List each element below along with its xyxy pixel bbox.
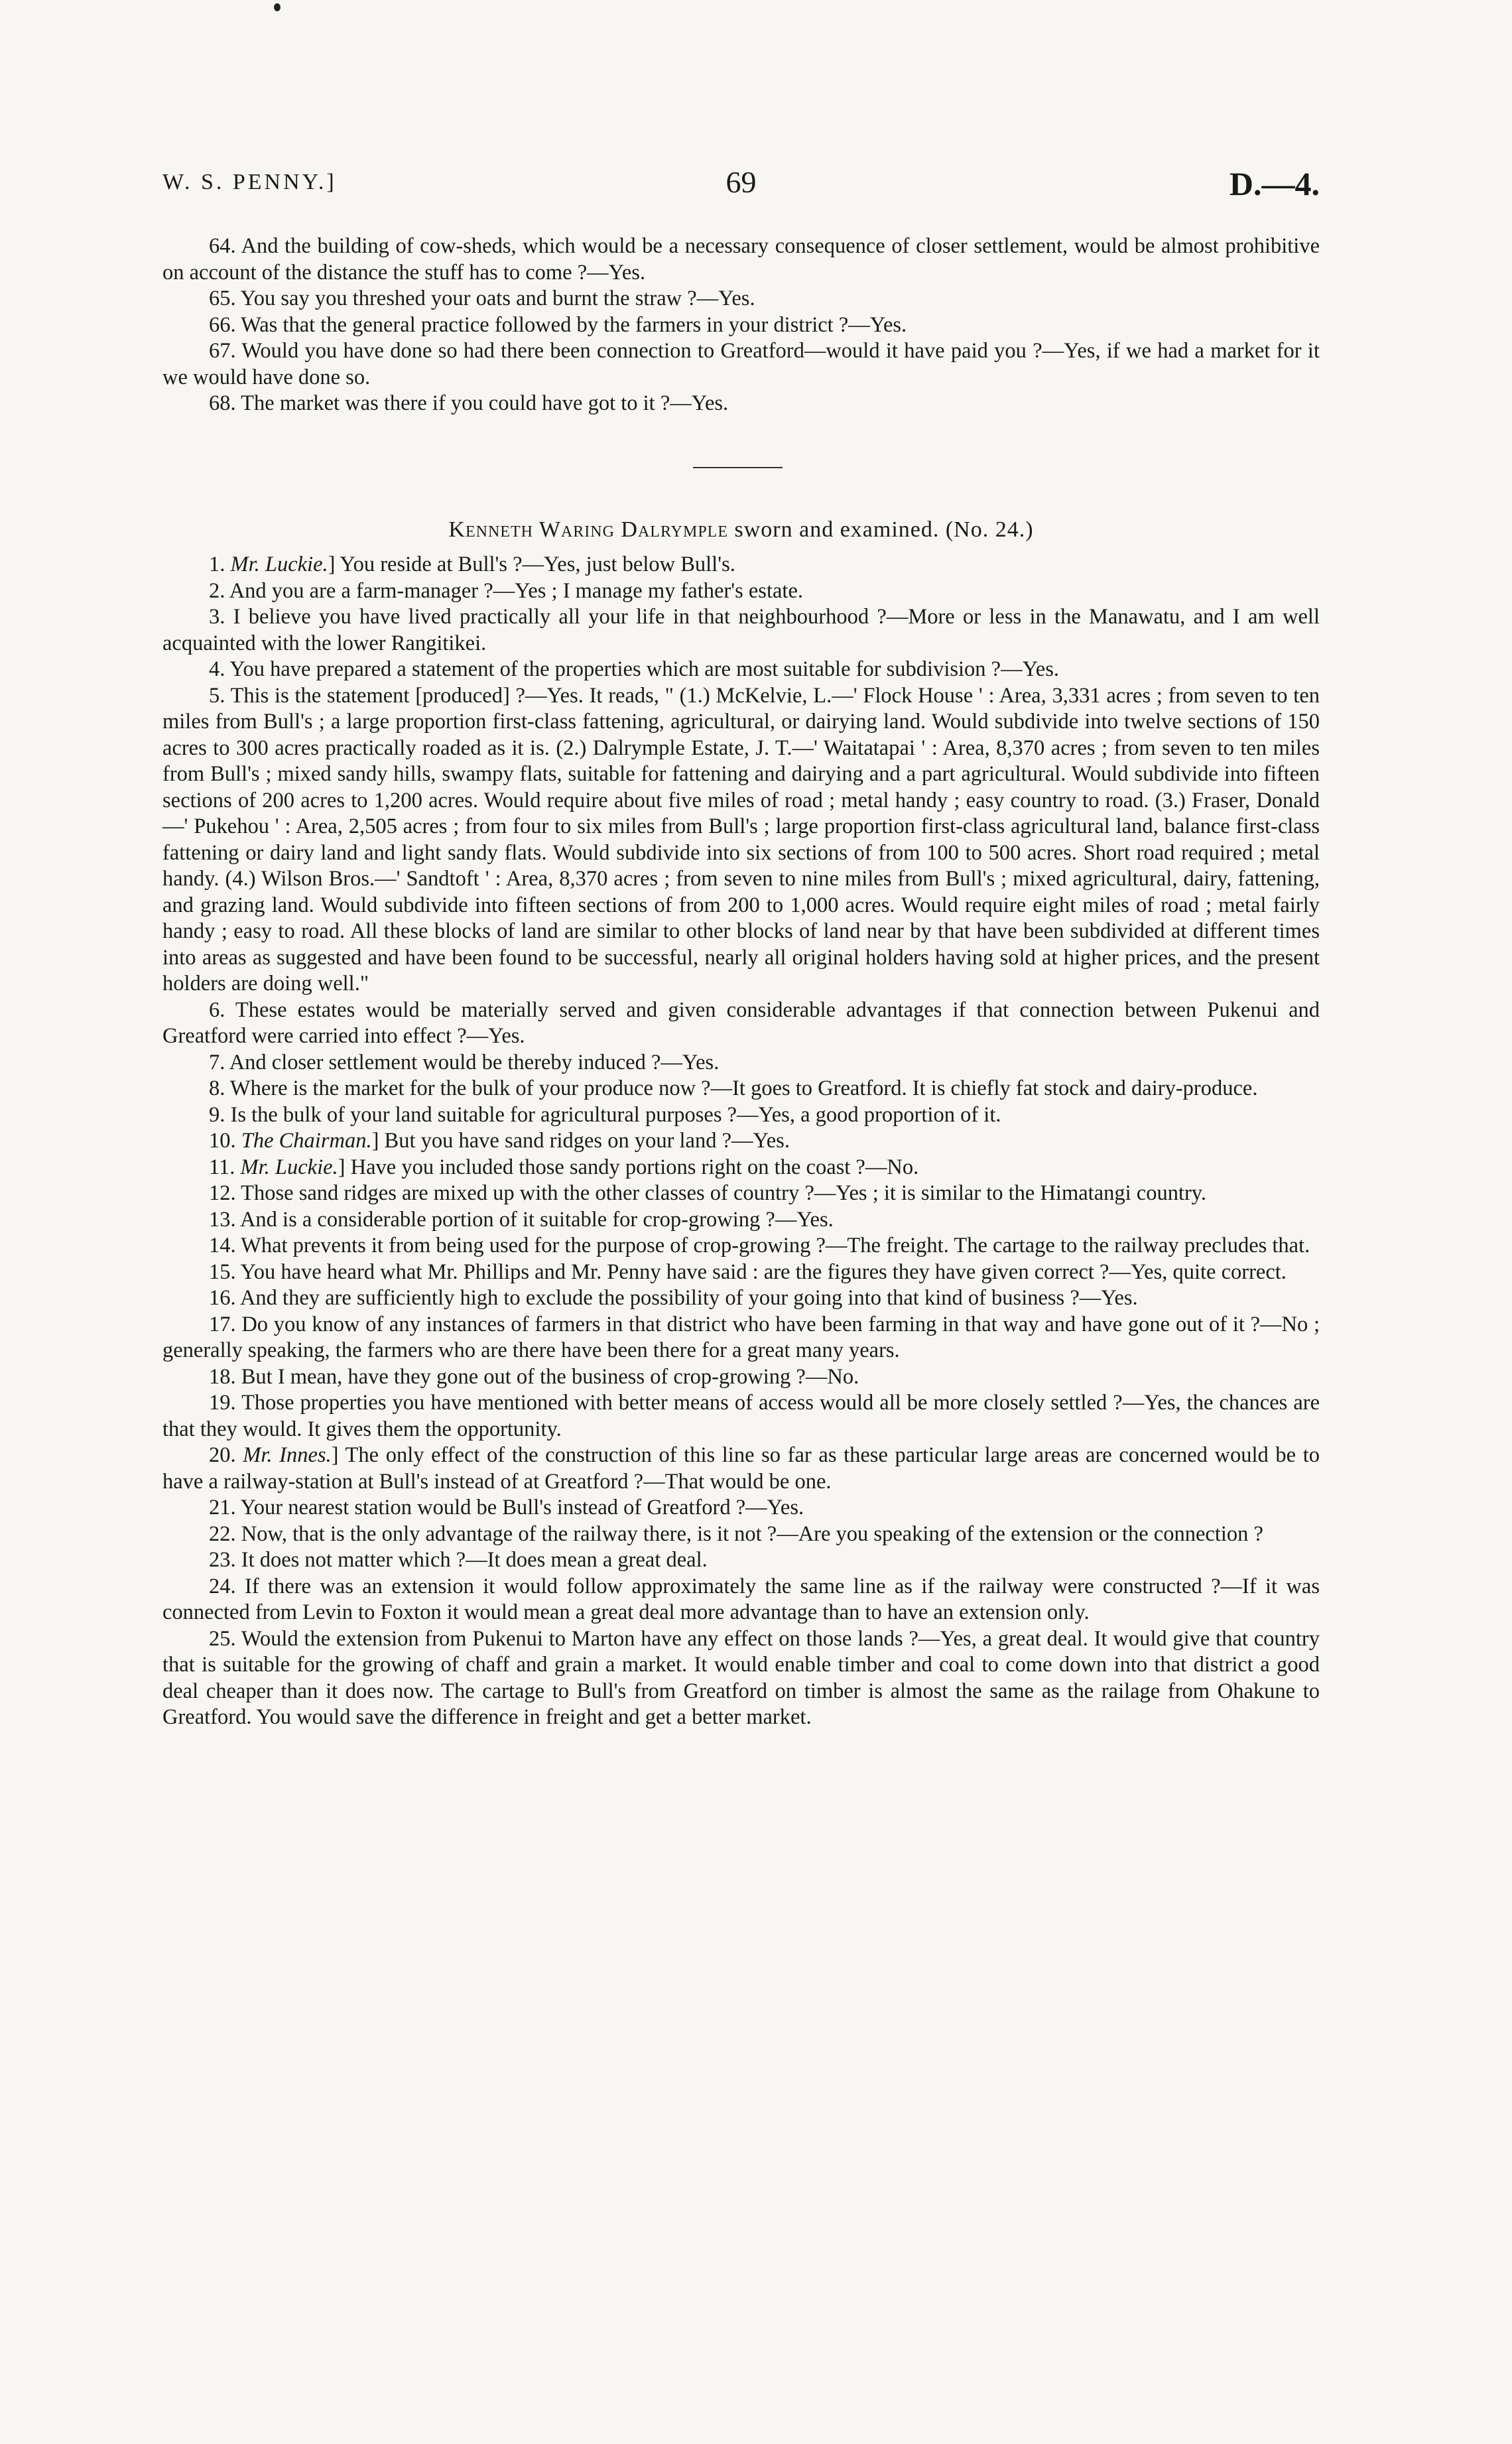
question-paragraph [162, 1495, 1320, 1521]
paragraph: 68. The market was there if you could have got to it ?—Yes. [209, 391, 729, 415]
question-paragraph [162, 1547, 1320, 1574]
paragraph-text: ] Have you included those sandy portions right on the coast ?—No. [338, 1155, 919, 1179]
paragraph: 66. Was that the general practice followed by the farmers in your district ?—Yes. [209, 312, 907, 337]
paragraph-text: 18. But I mean, have they gone out of the business of crop-growing ?—No. [209, 1364, 859, 1389]
question-paragraph [162, 1181, 1320, 1207]
question-paragraph [162, 657, 1320, 683]
question-paragraph [162, 683, 1320, 997]
question-paragraph [162, 1076, 1320, 1102]
paragraph-text: 11. [209, 1155, 241, 1179]
paragraph-text: 8. Where is the market for the bulk of your produce now ?—It goes to Greatford. It is chiefly fat stock and dairy-produce. [209, 1076, 1258, 1100]
question-paragraph [162, 1207, 1320, 1234]
paragraph-text: ] But you have sand ridges on your land ?—Yes. [371, 1129, 790, 1153]
paragraph-text: 4. You have prepared a statement of the properties which are most suitable for subdivision ?—Yes. [209, 657, 1059, 681]
witness-name: Kenneth Waring Dalrymple [448, 517, 728, 542]
question-paragraph [162, 1443, 1320, 1495]
question-paragraph [162, 1233, 1320, 1259]
question-paragraph [162, 552, 1320, 578]
question-paragraph [162, 1155, 1320, 1181]
question-paragraph [162, 1285, 1320, 1312]
paragraph-text: 19. Those properties you have mentioned with better means of access would all be more closely settled ?—Yes, the chances are that they would. It gives them the opportunity. [162, 1391, 1320, 1441]
speaker-name: Mr. Innes. [243, 1443, 332, 1467]
paragraph-text: 25. Would the extension from Pukenui to Marton have any effect on those lands ?—Yes, a great deal. It would give that country that is suitable for the growing of chaff and grain a market. It would enable timber and coal to come down into that district a good deal cheaper than it does now. The cartage to Bull's from Greatford on timber is almost the same as the railage from Ohakune to Greatford. You would save the difference in freight and get a better market. [162, 1626, 1320, 1729]
paragraph-text: 23. It does not matter which ?—It does mean a great deal. [209, 1548, 708, 1572]
question-paragraph [162, 604, 1320, 657]
speaker-name: Mr. Luckie. [230, 552, 328, 576]
question-paragraph [162, 1312, 1320, 1364]
paragraph-text: 7. And closer settlement would be thereby induced ?—Yes. [209, 1050, 720, 1074]
paragraph-text: 16. And they are sufficiently high to exclude the possibility of your going into that kind of business ?—Yes. [209, 1286, 1138, 1310]
page-header [162, 164, 1320, 204]
previous-testimony [162, 233, 1320, 417]
paragraph-text: 22. Now, that is the only advantage of the railway there, is it not ?—Are you speaking of the extension or the connection ? [209, 1521, 1263, 1546]
question-paragraph [162, 578, 1320, 605]
question-paragraph [162, 1102, 1320, 1129]
paragraph-text: ] You reside at Bull's ?—Yes, just below Bull's. [328, 552, 735, 576]
paragraph-text: 15. You have heard what Mr. Phillips and Mr. Penny have said : are the figures they have given correct ?—Yes, quite correct. [209, 1259, 1287, 1284]
paragraph-text: 14. What prevents it from being used for the purpose of crop-growing ?—The freight. The cartage to the railway precludes that. [209, 1234, 1310, 1257]
paragraph: 67. Would you have done so had there been connection to Greatford—would it have paid you ?—Yes, if we had a market for it we would have done so. [162, 339, 1320, 389]
paragraph-text: 20. [209, 1443, 243, 1467]
paragraph-text: 13. And is a considerable portion of it suitable for crop-growing ?—Yes. [209, 1207, 834, 1232]
paragraph: 64. And the building of cow-sheds, which would be a necessary consequence of closer settlement, would be almost prohibitive on account of the distance the stuff has to come ?—Yes. [162, 234, 1320, 285]
question-paragraph [162, 1050, 1320, 1076]
page-number: 69 [725, 165, 757, 199]
question-paragraph [162, 1574, 1320, 1626]
ink-dot [274, 3, 281, 11]
paragraph-text: ] The only effect of the construction of this line so far as these particular large areas are concerned would be to have a railway-station at Bull's instead of at Greatford ?—That would be one. [162, 1443, 1320, 1494]
paragraph-text: 3. I believe you have lived practically all your life in that neighbourhood ?—More or less in the Manawatu, and I am well acquainted with the lower Rangitikei. [162, 605, 1320, 655]
witness-heading [162, 517, 1320, 543]
witness-heading-rest: sworn and examined. (No. 24.) [728, 517, 1034, 542]
dalrymple-testimony [162, 552, 1320, 1731]
question-paragraph [162, 1390, 1320, 1443]
speaker-name: The Chairman. [241, 1129, 372, 1153]
paragraph-text: 10. [209, 1129, 241, 1153]
question-paragraph [162, 1626, 1320, 1731]
speaker-name: Mr. Luckie. [240, 1155, 338, 1179]
paragraph-text: 12. Those sand ridges are mixed up with the other classes of country ?—Yes ; it is similar to the Himatangi country. [209, 1181, 1207, 1205]
paragraph-text: 21. Your nearest station would be Bull's instead of Greatford ?—Yes. [209, 1496, 804, 1519]
header-witness: W. S. PENNY.] [162, 170, 337, 194]
question-paragraph [162, 1259, 1320, 1286]
paragraph-text: 6. These estates would be materially served and given considerable advantages if that connection between Pukenui and Greatford were carried into effect ?—Yes. [162, 997, 1320, 1048]
section-divider [693, 467, 783, 468]
document-code: D.—4. [1229, 165, 1320, 202]
paragraph: 65. You say you threshed your oats and burnt the straw ?—Yes. [209, 287, 755, 310]
paragraph-text: 17. Do you know of any instances of farmers in that district who have been farming in that way and have gone out of it ?—No ; generally speaking, the farmers who are there have been there for a great many years. [162, 1312, 1320, 1362]
paragraph-text: 1. [209, 552, 231, 576]
paragraph-text: 24. If there was an extension it would follow approximately the same line as if the railway were constructed ?—If it was connected from Levin to Foxton it would mean a great deal more advantage than to have an extension only. [162, 1574, 1320, 1624]
question-paragraph [162, 1521, 1320, 1548]
question-paragraph [162, 1364, 1320, 1391]
paragraph-text: 2. And you are a farm-manager ?—Yes ; I manage my father's estate. [209, 578, 803, 603]
paragraph-text: 9. Is the bulk of your land suitable for agricultural purposes ?—Yes, a good proportion of it. [209, 1102, 1001, 1127]
question-paragraph [162, 1128, 1320, 1155]
question-paragraph [162, 997, 1320, 1050]
paragraph-text: 5. This is the statement [produced] ?—Yes. It reads, " (1.) McKelvie, L.—' Flock House ' : Area, 3,331 acres ; from seven to ten miles from Bull's ; a large proportion first-class fattening, agricultural, or dairying land. Would subdivide into twelve sections of 150 acres to 300 acres practically roaded as it is. (2.) Dalrymple Estate, J. T.—' Waitatapai ' : Area, 8,370 acres ; from seven to ten miles from Bull's ; mixed sandy hills, swampy flats, suitable for fattening and dairying and a part agricultural. Would subdivide into fifteen sections of 200 acres to 1,200 acres. Would require about five miles of road ; metal handy ; easy country to road. (3.) Fraser, Donald—' Pukehou ' : Area, 2,505 acres ; from four to six miles from Bull's ; large proportion first-class agricultural land, balance first-class fattening or dairy land and light sandy flats. Would subdivide into six sections of from 100 to 500 acres. Short road required ; metal handy. (4.) Wilson Bros.—' Sandtoft ' : Area, 8,370 acres ; from seven to nine miles from Bull's ; mixed agricultural, dairy, fattening, and grazing land. Would subdivide into fifteen sections of from 200 to 1,000 acres. Would require eight miles of road ; metal fairly handy ; easy to road. All these blocks of land are similar to other blocks of land near by that have been subdivided at different times into areas as suggested and have been found to be successful, nearly all original holders having sold at higher prices, and the present holders are doing well." [162, 683, 1320, 996]
